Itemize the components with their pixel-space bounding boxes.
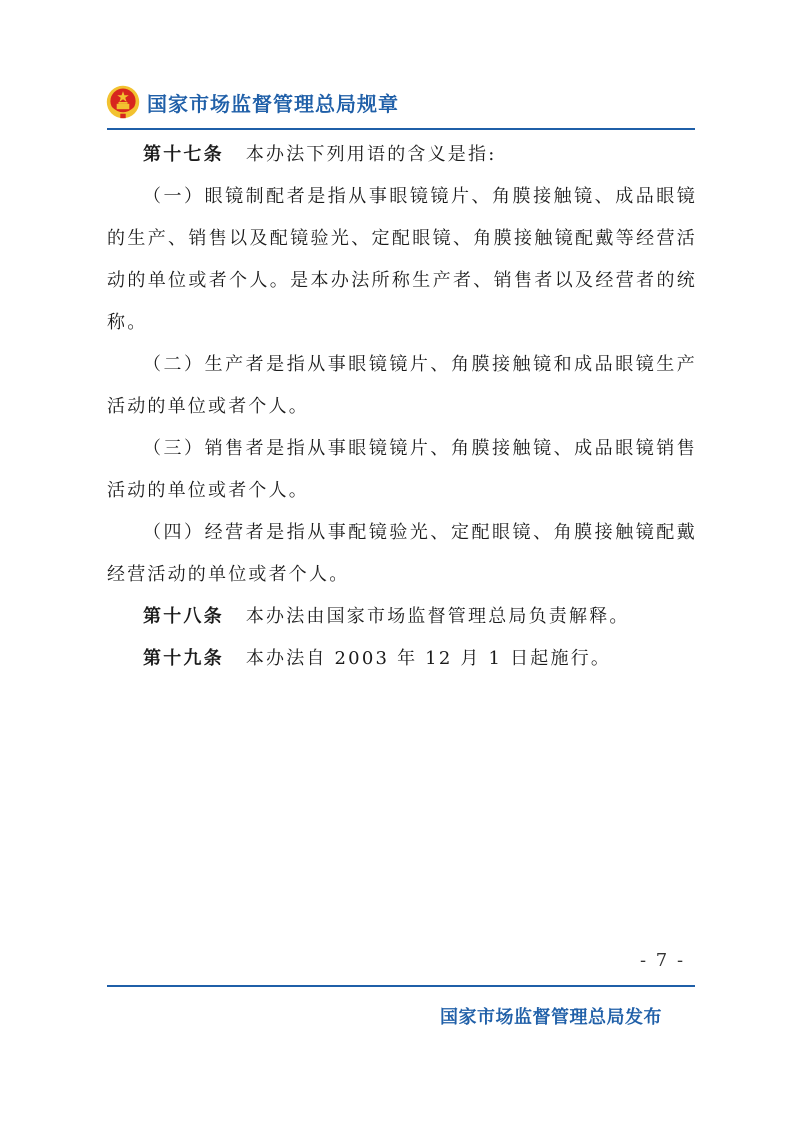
page-header bbox=[105, 82, 399, 122]
article-label: 第十八条 bbox=[143, 606, 224, 627]
article-label: 第十七条 bbox=[143, 144, 224, 165]
article-text: 本办法自 2003 年 12 月 1 日起施行。 bbox=[245, 648, 612, 669]
page-number: - 7 - bbox=[640, 950, 686, 971]
article-text: 本办法由国家市场监督管理总局负责解释。 bbox=[245, 606, 630, 627]
definition-2: （二）生产者是指从事眼镜镜片、角膜接触镜和成品眼镜生产活动的单位或者个人。 bbox=[107, 354, 697, 417]
footer-publisher: 国家市场监督管理总局发布 bbox=[440, 1007, 662, 1028]
article-label: 第十九条 bbox=[143, 648, 224, 669]
article-18 bbox=[107, 596, 697, 638]
header-divider bbox=[107, 128, 695, 130]
definition-3: （三）销售者是指从事眼镜镜片、角膜接触镜、成品眼镜销售活动的单位或者个人。 bbox=[107, 438, 697, 501]
national-emblem-icon bbox=[105, 84, 141, 120]
header-title: 国家市场监督管理总局规章 bbox=[147, 91, 399, 116]
definition-4: （四）经营者是指从事配镜验光、定配眼镜、角膜接触镜配戴经营活动的单位或者个人。 bbox=[107, 522, 697, 585]
article-19 bbox=[107, 638, 697, 680]
footer-divider bbox=[107, 985, 695, 987]
definition-1: （一）眼镜制配者是指从事眼镜镜片、角膜接触镜、成品眼镜的生产、销售以及配镜验光、定配眼镜、角膜接触镜配戴等经营活动的单位或者个人。是本办法所称生产者、销售者以及经营者的统称。 bbox=[107, 186, 697, 333]
article-17 bbox=[107, 134, 697, 176]
document-body bbox=[107, 134, 697, 680]
article-text: 本办法下列用语的含义是指: bbox=[245, 144, 497, 165]
